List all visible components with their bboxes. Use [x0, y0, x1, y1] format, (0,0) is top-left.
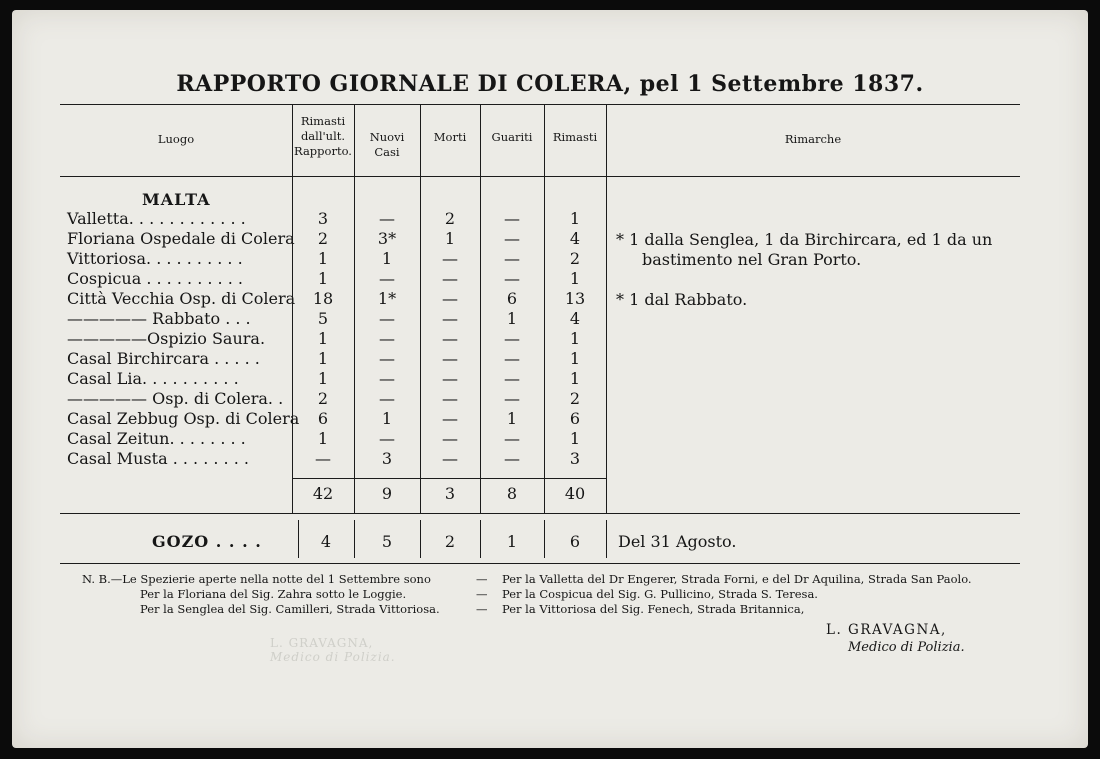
cell-guariti: — [504, 209, 520, 228]
note-line-2-right: Per la Cospicua del Sig. G. Pullicino, Strada S. Teresa. [502, 587, 818, 601]
row-place: Casal Zebbug Osp. di Colera [67, 409, 300, 428]
header-rimasti-prev: Rimasti dall'ult. Rapporto. [294, 114, 352, 158]
cell-guariti: — [504, 269, 520, 288]
cell-guariti: — [504, 449, 520, 468]
cell-rimasti-prev: 1 [317, 349, 329, 368]
cell-morti: — [442, 429, 458, 448]
cell-rimasti: 13 [564, 289, 586, 308]
gozo-rimasti: 6 [569, 532, 581, 551]
total-nuovi: 9 [381, 484, 393, 503]
header-morti: Morti [433, 130, 467, 144]
cell-rimasti-prev: 1 [317, 249, 329, 268]
gozo-rimasti-prev: 4 [320, 532, 332, 551]
row-place: Cospicua . . . . . . . . . . [67, 269, 243, 288]
row-place: Casal Lia. . . . . . . . . . [67, 369, 239, 388]
cell-rimasti: 1 [569, 329, 581, 348]
row-place: Casal Zeitun. . . . . . . . [67, 429, 246, 448]
gozo-nuovi: 5 [381, 532, 393, 551]
row-place: Vittoriosa. . . . . . . . . . [67, 249, 243, 268]
cell-rimasti-prev: 2 [317, 229, 329, 248]
bleed-through-text: L. GRAVAGNA, [270, 636, 374, 650]
cell-nuovi: 1 [381, 409, 393, 428]
header-bottom-rule [60, 176, 1020, 177]
gozo-bottom-rule [60, 563, 1020, 564]
row-place: Casal Musta . . . . . . . . [67, 449, 249, 468]
cell-nuovi: 3* [377, 229, 397, 248]
cell-rimasti-prev: 1 [317, 429, 329, 448]
cell-rimasti-prev: 1 [317, 329, 329, 348]
cell-morti: — [442, 389, 458, 408]
cell-rimasti: 1 [569, 349, 581, 368]
cell-rimasti-prev: 6 [317, 409, 329, 428]
bleed-through-text: Medico di Polizia. [270, 650, 396, 664]
row-place: Casal Birchircara . . . . . [67, 349, 260, 368]
cell-nuovi: — [379, 429, 395, 448]
cell-morti: — [442, 269, 458, 288]
note-dash: — [476, 572, 488, 586]
cell-nuovi: — [379, 329, 395, 348]
note-dash: — [476, 587, 488, 601]
cell-rimasti: 2 [569, 249, 581, 268]
cell-rimasti-prev: 18 [312, 289, 334, 308]
note-line-2: Per la Floriana del Sig. Zahra sotto le Loggie. [140, 587, 407, 601]
cell-nuovi: — [379, 349, 395, 368]
cell-nuovi: — [379, 369, 395, 388]
cell-morti: — [442, 369, 458, 388]
note-line-1: N. B.—Le Spezierie aperte nella notte del 1 Settembre sono [82, 572, 431, 586]
signature-role: Medico di Polizia. [848, 640, 965, 655]
row-place: —————Ospizio Saura. [67, 329, 266, 348]
cell-rimasti: 2 [569, 389, 581, 408]
cell-morti: — [442, 449, 458, 468]
cell-rimasti: 1 [569, 369, 581, 388]
cell-rimasti: 1 [569, 429, 581, 448]
cell-guariti: — [504, 369, 520, 388]
cell-nuovi: 3 [381, 449, 393, 468]
note-line-3-right: Per la Vittoriosa del Sig. Fenech, Strada Britannica, [502, 602, 805, 616]
note-line-3: Per la Senglea del Sig. Camilleri, Strada Vittoriosa. [140, 602, 440, 616]
cell-morti: — [442, 329, 458, 348]
row-place: Città Vecchia Osp. di Colera [67, 289, 296, 308]
total-rimasti-prev: 42 [312, 484, 334, 503]
cell-guariti: 1 [506, 409, 518, 428]
malta-bottom-rule [60, 513, 1020, 514]
header-rimarche: Rimarche [784, 132, 842, 146]
table-top-rule [60, 104, 1020, 105]
cell-rimasti-prev: 2 [317, 389, 329, 408]
cell-guariti: — [504, 249, 520, 268]
header-luogo: Luogo [157, 132, 195, 146]
cell-morti: 2 [444, 209, 456, 228]
remark-citta-vecchia: * 1 dal Rabbato. [616, 290, 748, 309]
note-dash: — [476, 602, 488, 616]
report-title: RAPPORTO GIORNALE DI COLERA, pel 1 Settembre 1837. [176, 71, 924, 97]
section-malta: MALTA [142, 190, 211, 209]
cell-guariti: 1 [506, 309, 518, 328]
cell-rimasti: 4 [569, 309, 581, 328]
cell-rimasti-prev: 5 [317, 309, 329, 328]
gozo-label: GOZO . . . . [152, 532, 262, 551]
cell-rimasti: 6 [569, 409, 581, 428]
totals-rule [292, 478, 606, 479]
cell-morti: — [442, 289, 458, 308]
cell-morti: — [442, 309, 458, 328]
gozo-remark: Del 31 Agosto. [618, 532, 737, 551]
header-nuovi-casi: Nuovi Casi [369, 130, 405, 159]
row-place: Floriana Ospedale di Colera [67, 229, 295, 248]
gozo-morti: 2 [444, 532, 456, 551]
cell-guariti: — [504, 329, 520, 348]
gozo-guariti: 1 [506, 532, 518, 551]
cell-rimasti-prev: 1 [317, 269, 329, 288]
cell-nuovi: — [379, 269, 395, 288]
gozo-column-rule [606, 520, 607, 558]
cell-guariti: — [504, 349, 520, 368]
cell-rimasti-prev: — [315, 449, 331, 468]
document-page [12, 10, 1088, 748]
cell-guariti: — [504, 389, 520, 408]
cell-nuovi: — [379, 209, 395, 228]
cell-morti: — [442, 349, 458, 368]
row-place: ————— Osp. di Colera. . [67, 389, 284, 408]
note-line-1-right: Per la Valletta del Dr Engerer, Strada Forni, e del Dr Aquilina, Strada San Paolo. [502, 572, 972, 586]
header-guariti: Guariti [491, 130, 533, 144]
cell-rimasti: 3 [569, 449, 581, 468]
header-rimasti: Rimasti [552, 130, 598, 144]
cell-morti: 1 [444, 229, 456, 248]
remark-floriana-2: bastimento nel Gran Porto. [642, 250, 862, 269]
cell-morti: — [442, 249, 458, 268]
total-rimasti: 40 [564, 484, 586, 503]
cell-nuovi: — [379, 389, 395, 408]
cell-morti: — [442, 409, 458, 428]
cell-nuovi: — [379, 309, 395, 328]
row-place: Valletta. . . . . . . . . . . . [67, 209, 246, 228]
cell-rimasti: 1 [569, 209, 581, 228]
cell-nuovi: 1* [377, 289, 397, 308]
total-morti: 3 [444, 484, 456, 503]
cell-rimasti-prev: 1 [317, 369, 329, 388]
total-guariti: 8 [506, 484, 518, 503]
cell-guariti: — [504, 229, 520, 248]
signature-name: L. GRAVAGNA, [826, 622, 947, 638]
row-place: ————— Rabbato . . . [67, 309, 251, 328]
cell-rimasti: 4 [569, 229, 581, 248]
cell-rimasti-prev: 3 [317, 209, 329, 228]
remark-floriana-1: * 1 dalla Senglea, 1 da Birchircara, ed 1 da un [616, 230, 993, 249]
cell-nuovi: 1 [381, 249, 393, 268]
column-rule [606, 104, 607, 513]
cell-guariti: 6 [506, 289, 518, 308]
cell-rimasti: 1 [569, 269, 581, 288]
cell-guariti: — [504, 429, 520, 448]
